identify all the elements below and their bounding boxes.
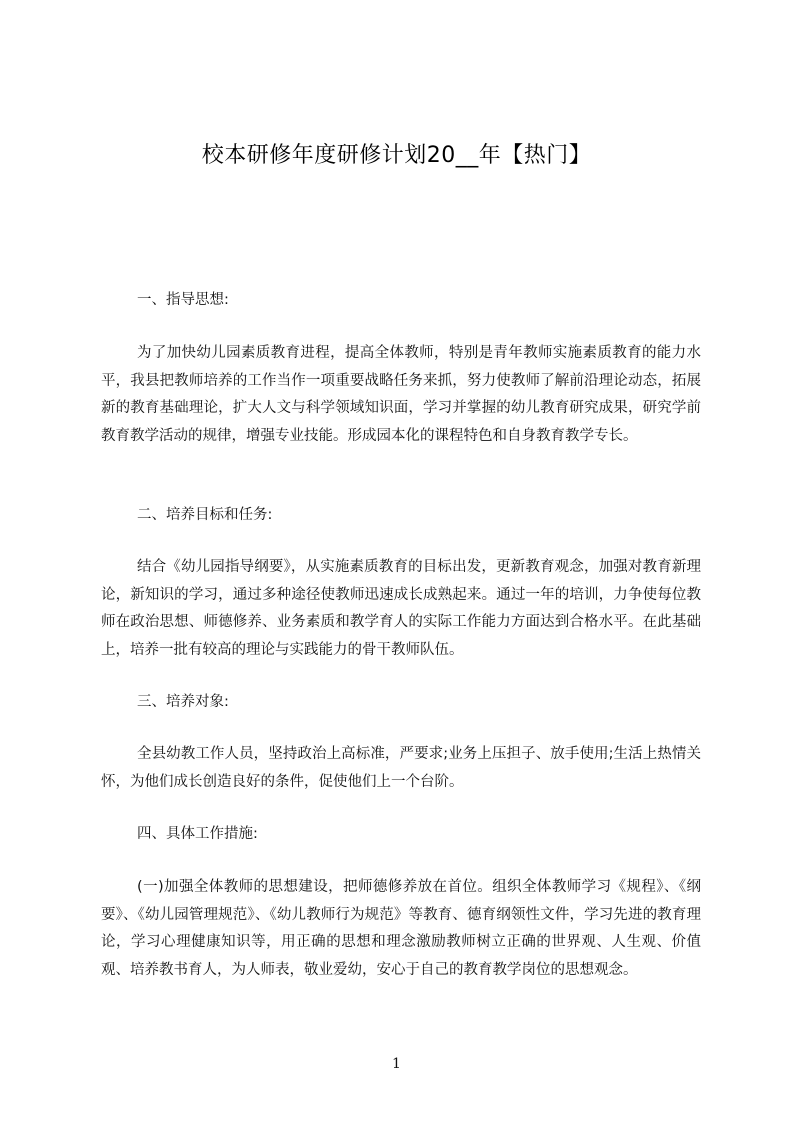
section-heading-goals-and-tasks: 二、培养目标和任务:	[137, 507, 273, 523]
section-heading-target-group: 三、培养对象:	[137, 694, 229, 710]
section-paragraph-goals-and-tasks: 结合《幼儿园指导纲要》，从实施素质教育的目标出发，更新教育观念，加强对教育新理论，新知识的学习，通过多种途径使教师迅速成长成熟起来。通过一年的培训，力争使每位教师在政治思想、师德修养、业务素质和教学育人的实际工作能力方面达到合格水平。在此基础上，培养一批有较高的理论与实践能力的骨干教师队伍。	[101, 559, 701, 658]
document-title: 校本研修年度研修计划20__年【热门】	[201, 143, 592, 168]
section-heading-work-measures: 四、具体工作措施:	[137, 826, 258, 842]
section-paragraph-work-measures: (一)加强全体教师的思想建设，把师德修养放在首位。组织全体教师学习《规程》、《纲要》、《幼儿园管理规范》、《幼儿教师行为规范》等教育、德育纲领性文件，学习先进的教育理论，学习心理健康知识等，用正确的思想和理念激励教师树立正确的世界观、人生观、价值观、培养教书育人，为人师表，敬业爱幼，安心于自己的教育教学岗位的思想观念。	[101, 879, 701, 978]
section-paragraph-guiding-ideology: 为了加快幼儿园素质教育进程，提高全体教师，特别是青年教师实施素质教育的能力水平，我县把教师培养的工作当作一项重要战略任务来抓，努力使教师了解前沿理论动态，拓展新的教育基础理论，扩大人文与科学领域知识面，学习并掌握的幼儿教育研究成果，研究学前教育教学活动的规律，增强专业技能。形成园本化的课程特色和自身教育教学专长。	[101, 345, 701, 444]
section-heading-guiding-ideology: 一、指导思想:	[137, 292, 229, 308]
page-number: 1	[392, 1056, 401, 1072]
section-paragraph-target-group: 全县幼教工作人员，坚持政治上高标准，严要求;业务上压担子、放手使用;生活上热情关怀，为他们成长创造良好的条件，促使他们上一个台阶。	[101, 746, 701, 790]
